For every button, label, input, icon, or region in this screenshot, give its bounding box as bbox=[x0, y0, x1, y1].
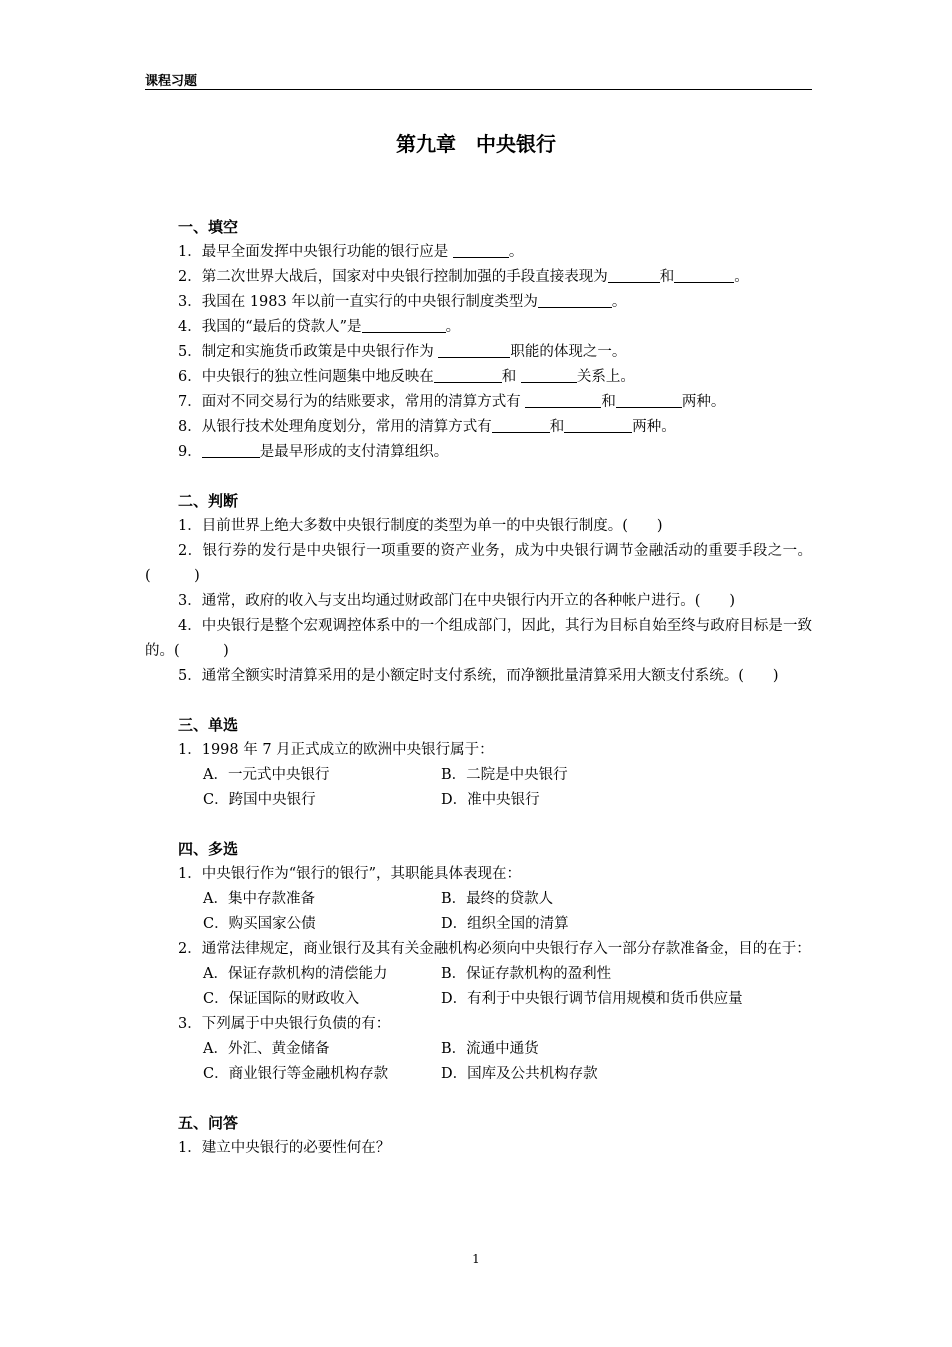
question-text: 。 bbox=[734, 269, 749, 285]
chapter-title: 第九章 中央银行 bbox=[396, 132, 556, 156]
option-row bbox=[145, 912, 812, 937]
multi-question-1-stem: 1．中央银行作为“银行的银行”，其职能具体表现在： bbox=[178, 866, 522, 882]
option-d[interactable]: D．准中央银行 bbox=[441, 792, 540, 808]
qa-question-1: 1．建立中央银行的必要性何在？ bbox=[178, 1140, 391, 1156]
option-row bbox=[145, 1062, 812, 1087]
answer-blank[interactable] bbox=[202, 442, 260, 458]
option-b[interactable]: B．最终的贷款人 bbox=[441, 891, 554, 907]
answer-blank[interactable] bbox=[674, 267, 734, 283]
question-text: 两种。 bbox=[632, 419, 676, 435]
judge-question-2: 2．银行券的发行是中央银行一项重要的资产业务，成为中央银行调节金融活动的重要手段之一。( ) bbox=[145, 543, 812, 584]
answer-blank[interactable] bbox=[434, 367, 502, 383]
section-heading-fill: 一、填空 bbox=[178, 218, 239, 236]
answer-blank[interactable] bbox=[521, 367, 577, 383]
option-row bbox=[145, 763, 812, 788]
section-gap bbox=[145, 465, 812, 489]
option-d[interactable]: D．国库及公共机构存款 bbox=[441, 1066, 598, 1082]
section-heading-judge: 二、判断 bbox=[178, 492, 239, 510]
section-heading-single: 三、单选 bbox=[178, 716, 239, 734]
fill-question-7 bbox=[145, 390, 812, 415]
option-b[interactable]: B．流通中通货 bbox=[441, 1041, 539, 1057]
option-row bbox=[145, 788, 812, 813]
answer-blank[interactable] bbox=[492, 417, 550, 433]
section-gap bbox=[145, 813, 812, 837]
option-a[interactable]: A．一元式中央银行 bbox=[203, 767, 330, 783]
answer-blank[interactable] bbox=[616, 392, 682, 408]
judge-question-3: 3．通常，政府的收入与支出均通过财政部门在中央银行内开立的各种帐户进行。( ) bbox=[178, 593, 736, 609]
option-c[interactable]: C．购买国家公债 bbox=[203, 916, 316, 932]
judge-question-4: 4．中央银行是整个宏观调控体系中的一个组成部门，因此，其行为目标自始至终与政府目标是一致的。( ) bbox=[145, 618, 812, 659]
question-text: 4．我国的“最后的贷款人”是 bbox=[178, 319, 362, 335]
option-row bbox=[145, 887, 812, 912]
judge-question-5: 5．通常全额实时清算采用的是小额定时支付系统，而净额批量清算采用大额支付系统。( ) bbox=[178, 668, 779, 684]
section-heading-multi: 四、多选 bbox=[178, 840, 239, 858]
fill-question-2 bbox=[145, 265, 812, 290]
single-question-1-stem: 1．1998 年 7 月正式成立的欧洲中央银行属于： bbox=[178, 742, 494, 758]
option-d[interactable]: D．组织全国的清算 bbox=[441, 916, 569, 932]
option-b[interactable]: B．二院是中央银行 bbox=[441, 767, 568, 783]
multi-question-2-stem: 2．通常法律规定，商业银行及其有关金融机构必须向中央银行存入一部分存款准备金，目的在于： bbox=[178, 941, 811, 957]
question-text: 和 bbox=[659, 269, 675, 285]
answer-blank[interactable] bbox=[362, 317, 446, 333]
answer-blank[interactable] bbox=[525, 392, 601, 408]
fill-question-9 bbox=[145, 440, 812, 465]
question-text: 。 bbox=[508, 244, 524, 260]
question-text: 6．中央银行的独立性问题集中地反映在 bbox=[178, 369, 434, 385]
option-row bbox=[145, 987, 812, 1012]
option-a[interactable]: A．外汇、黄金储备 bbox=[203, 1041, 330, 1057]
option-a[interactable]: A．保证存款机构的清偿能力 bbox=[203, 966, 388, 982]
page-number: 1 bbox=[472, 1252, 480, 1266]
question-text: 7．面对不同交易行为的结账要求，常用的清算方式有 bbox=[178, 394, 526, 410]
question-text: 5．制定和实施货币政策是中央银行作为 bbox=[178, 344, 439, 360]
option-row bbox=[145, 1037, 812, 1062]
option-d[interactable]: D．有利于中央银行调节信用规模和货币供应量 bbox=[441, 991, 743, 1007]
answer-blank[interactable] bbox=[438, 342, 510, 358]
question-text: 和 bbox=[601, 394, 616, 410]
judge-question-1: 1．目前世界上绝大多数中央银行制度的类型为单一的中央银行制度。( ) bbox=[178, 518, 663, 534]
question-text: 是最早形成的支付清算组织。 bbox=[259, 444, 449, 460]
question-text: 。 bbox=[445, 319, 461, 335]
option-row bbox=[145, 962, 812, 987]
question-text: 和 bbox=[549, 419, 565, 435]
question-text: 关系上。 bbox=[576, 369, 635, 385]
question-text: 。 bbox=[611, 294, 627, 310]
answer-blank[interactable] bbox=[608, 267, 660, 283]
header-label: 课程习题 bbox=[145, 74, 198, 89]
page-header bbox=[145, 70, 812, 90]
option-a[interactable]: A．集中存款准备 bbox=[203, 891, 315, 907]
fill-question-8 bbox=[145, 415, 812, 440]
question-text: 1．最早全面发挥中央银行功能的银行应是 bbox=[178, 244, 453, 260]
section-gap bbox=[145, 689, 812, 713]
option-b[interactable]: B．保证存款机构的盈利性 bbox=[441, 966, 612, 982]
option-c[interactable]: C．商业银行等金融机构存款 bbox=[203, 1066, 389, 1082]
section-heading-qa: 五、问答 bbox=[178, 1114, 239, 1132]
answer-blank[interactable] bbox=[538, 292, 612, 308]
answer-blank[interactable] bbox=[453, 242, 509, 258]
multi-question-3-stem: 3．下列属于中央银行负债的有： bbox=[178, 1016, 391, 1032]
question-text: 职能的体现之一。 bbox=[510, 344, 627, 360]
question-text: 8．从银行技术处理角度划分，常用的清算方式有 bbox=[178, 419, 492, 435]
question-text: 两种。 bbox=[681, 394, 726, 410]
fill-question-1 bbox=[145, 240, 812, 265]
answer-blank[interactable] bbox=[564, 417, 632, 433]
fill-question-4 bbox=[145, 315, 812, 340]
option-c[interactable]: C．保证国际的财政收入 bbox=[203, 991, 360, 1007]
section-gap bbox=[145, 1087, 812, 1111]
fill-question-5 bbox=[145, 340, 812, 365]
exercise-content bbox=[145, 215, 812, 1161]
question-text: 和 bbox=[501, 369, 521, 385]
fill-question-6 bbox=[145, 365, 812, 390]
fill-question-3 bbox=[145, 290, 812, 315]
option-c[interactable]: C．跨国中央银行 bbox=[203, 792, 316, 808]
question-text: 9． bbox=[178, 444, 202, 460]
question-text: 2．第二次世界大战后，国家对中央银行控制加强的手段直接表现为 bbox=[178, 269, 608, 285]
question-text: 3．我国在 1983 年以前一直实行的中央银行制度类型为 bbox=[178, 294, 538, 310]
